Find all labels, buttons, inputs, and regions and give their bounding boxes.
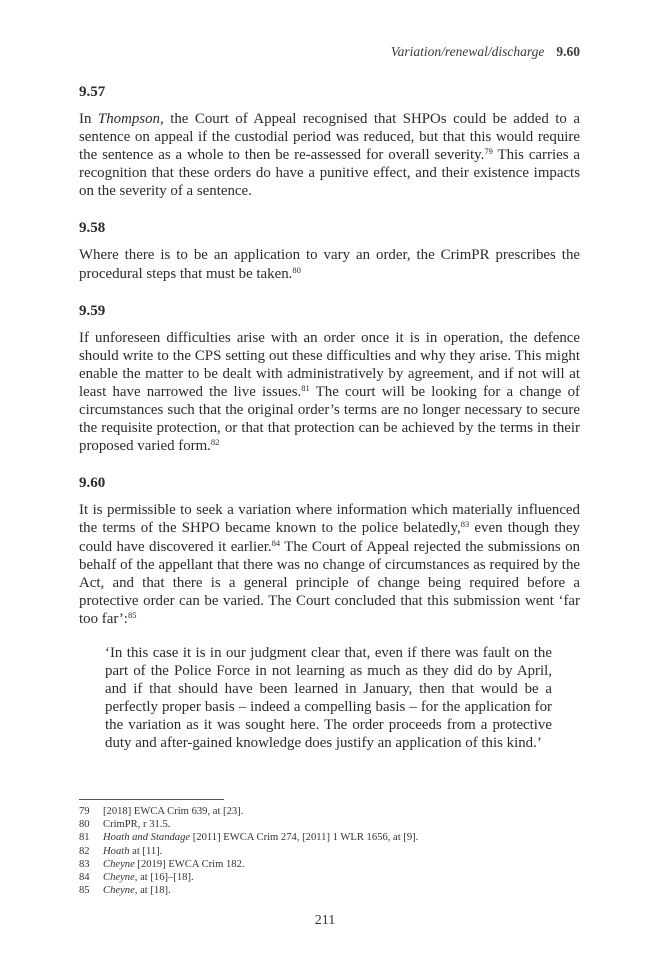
block-quote: ‘In this case it is in our judgment clear that, even if there was fault on the part of the Police Force in not learning as much as they did do by April, and if that should have been learned in January, then that would be a perfectly proper basis – indeed a compelling basis – for the application for the variation as it was sought here. The order proceeds from a protective duty and after-gained knowledge does justify an application of this kind.’ [105,644,552,752]
main-content [79,84,580,773]
section-number: 9.58 [79,220,106,237]
section-9-60 [79,475,580,752]
footnote-ref: 85 [127,609,137,620]
paragraph: Where there is to be an application to vary an order, the CrimPR prescribes the procedural steps that must be taken.$^{80}$ [79,247,580,282]
footnote-number: 80 [79,819,90,831]
footnote: 79 [2018] EWCA Crim 639, at [23]. [79,806,244,817]
page-number: 211 [314,913,336,928]
footnote: 85 Cheyne, at [18]. [79,885,171,897]
section-9-59 [79,303,580,456]
running-head-title: Variation/renewal/discharge [390,44,545,59]
footnote-number: 85 [79,885,90,897]
footnote-number: 79 [79,806,90,817]
footnote: 83 Cheyne [2019] EWCA Crim 182. [79,858,245,870]
footnote-ref: 81 [301,382,310,393]
footnote: 81 Hoath and Standage [2011] EWCA Crim 274, [2011] 1 WLR 1656, at [9]. [79,832,419,844]
section-number: 9.59 [79,302,106,319]
footnote-ref: 83 [460,519,470,530]
paragraph: In Thompson, the Court of Appeal recognised that SHPOs could be added to a sentence on appeal if the custodial period was reduced, but that this would require the sentence as a whole to then be re-assessed for overall severity.$^{79}$ This carries a recognition that these orders do have a punitive effect, and their existence impacts on the severity of a sentence. [79,111,580,200]
case-name: Thompson [97,111,160,127]
section-9-57 [79,84,580,200]
footnote-number: 83 [79,858,90,870]
footnote-number: 84 [79,872,90,884]
footnote-number: 81 [79,832,90,844]
footnote-number: 82 [79,845,90,857]
section-9-58 [79,220,580,282]
section-number: 9.57 [79,84,106,100]
running-head [391,44,580,60]
footnote-divider [79,799,224,800]
paragraph: It is permissible to seek a variation where information which materially influenced the terms of the SHPO became known to the police belatedly,$^{83}$ even though they could have discovered it earlier.$^{84}$ The Court of Appeal rejected the submissions on behalf of the appellant that there was no change of circumstances as required by the Act, and that there is a general principle of change being required before a protective order can be varied. The Court concluded that this submission went ‘far too far’:$^{85}$ [79,502,580,627]
footnote-ref: 84 [271,537,281,548]
footnote-ref: 79 [484,146,493,157]
section-number: 9.60 [79,475,106,492]
footnote: 82 Hoath at [11]. [79,845,163,857]
footnotes [79,805,580,897]
footnote-ref: 82 [210,437,220,448]
footnote: 84 Cheyne, at [16]–[18]. [79,872,194,884]
paragraph: If unforeseen difficulties arise with an order once it is in operation, the defence should write to the CPS setting out these difficulties and why they arise. This might enable the matter to be dealt with administratively by agreement, and if not will at least have narrowed the live issues.$^{81}$ The court will be looking for a change of circumstances such that the original order’s terms are no longer necessary to secure the requisite protection, or that that protection can be achieved by the terms in their proposed varied form.$^{82}$ [79,329,580,455]
footnote: 80 CrimPR, r 31.5. [79,819,171,831]
footnote-ref: 80 [292,264,301,275]
running-head-number: 9.60 [556,44,580,59]
